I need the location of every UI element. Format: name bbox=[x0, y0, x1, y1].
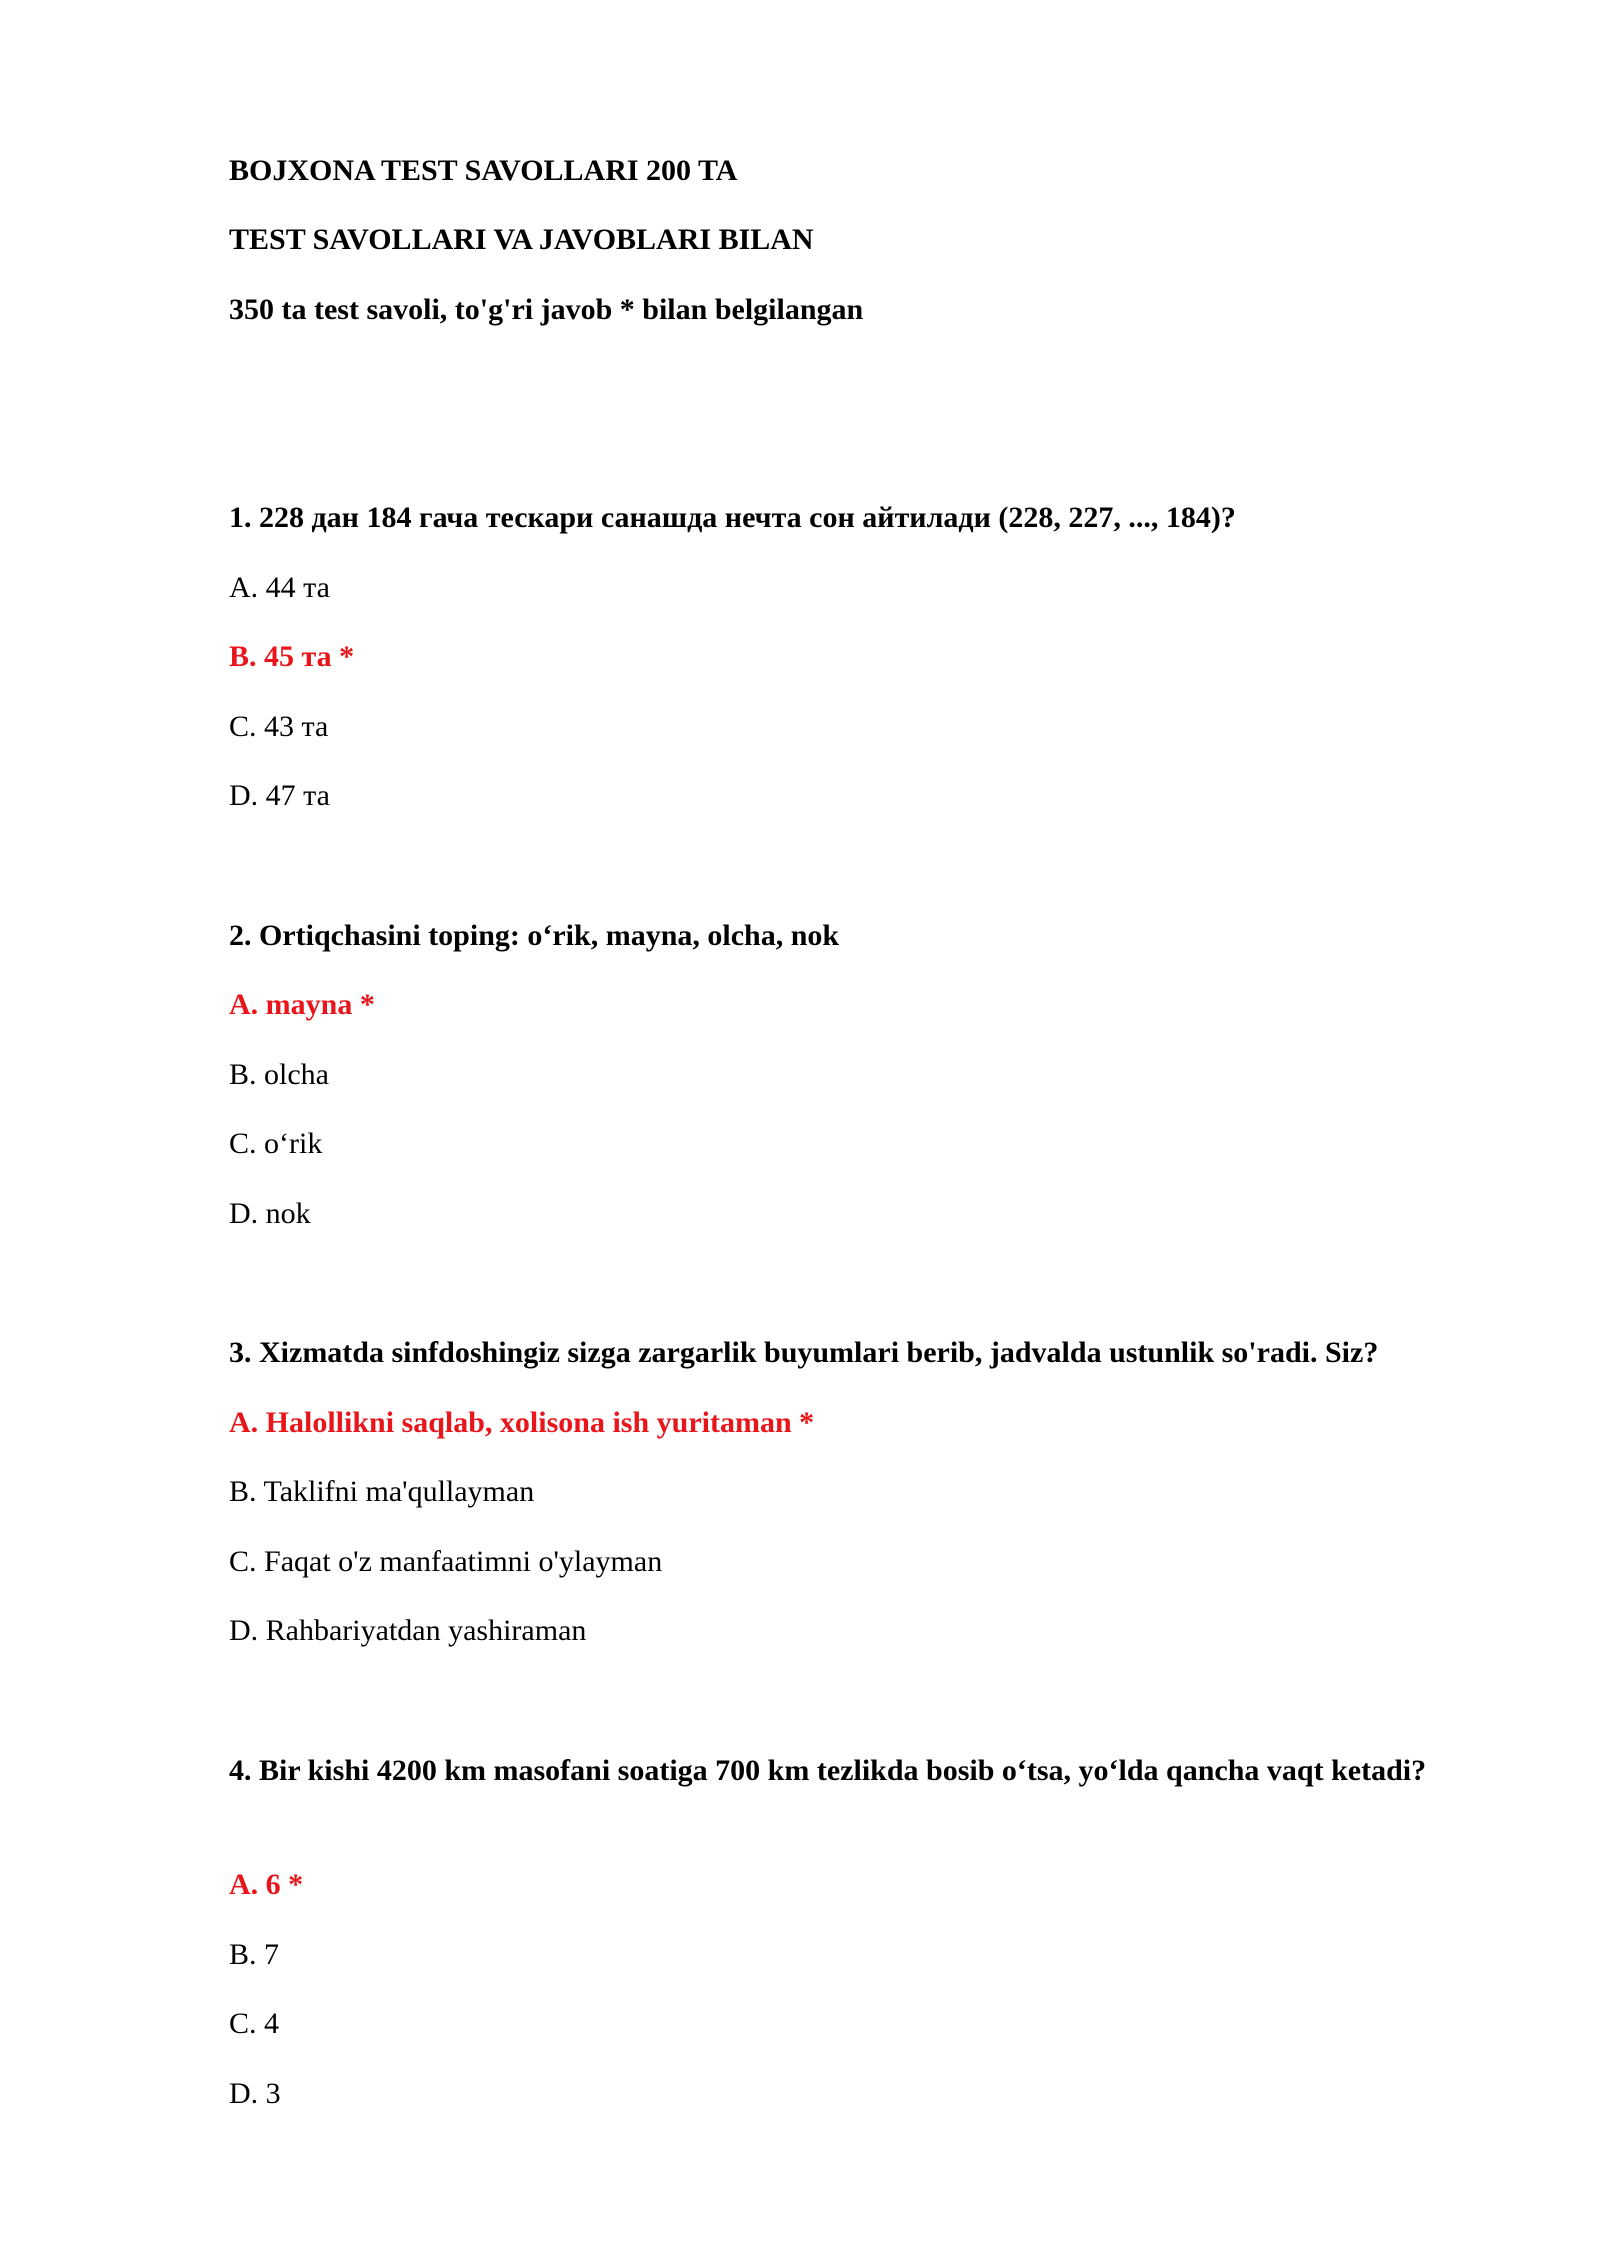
document-note: 350 ta test savoli, to'g'ri javob * bilan belgilangan bbox=[229, 293, 864, 326]
document-subtitle: TEST SAVOLLARI VA JAVOBLARI BILAN bbox=[229, 223, 814, 256]
question-4-option-d: D. 3 bbox=[229, 2077, 281, 2110]
question-1-option-d: D. 47 та bbox=[229, 779, 330, 812]
question-2-option-c: C. o‘rik bbox=[229, 1127, 323, 1160]
question-1-option-b-correct: B. 45 та * bbox=[229, 640, 355, 673]
question-3-option-c: C. Faqat o'z manfaatimni o'ylayman bbox=[229, 1545, 663, 1578]
question-2-option-b: B. olcha bbox=[229, 1058, 329, 1091]
question-3-option-b: B. Taklifni ma'qullayman bbox=[229, 1475, 535, 1508]
question-2-option-a-correct: A. mayna * bbox=[229, 988, 375, 1021]
question-4-text: 4. Bir kishi 4200 km masofani soatiga 700 km tezlikda bosib o‘tsa, yo‘lda qancha vaqt ketadi? bbox=[229, 1754, 1427, 1787]
question-1-text: 1. 228 дан 184 гача тескари санашда нечта сон айтилади (228, 227, ..., 184)? bbox=[229, 501, 1236, 534]
question-1-option-c: C. 43 та bbox=[229, 710, 329, 743]
question-2-option-d: D. nok bbox=[229, 1197, 311, 1230]
question-1-option-a: A. 44 та bbox=[229, 571, 330, 604]
question-4-option-c: C. 4 bbox=[229, 2007, 280, 2040]
question-4-option-a-correct: A. 6 * bbox=[229, 1868, 304, 1901]
question-2-text: 2. Ortiqchasini toping: o‘rik, mayna, olcha, nok bbox=[229, 919, 840, 952]
document-title: BOJXONA TEST SAVOLLARI 200 TA bbox=[229, 154, 738, 187]
question-3-option-d: D. Rahbariyatdan yashiraman bbox=[229, 1614, 587, 1647]
question-4-option-b: B. 7 bbox=[229, 1938, 280, 1971]
question-3-option-a-correct: A. Halollikni saqlab, xolisona ish yuritaman * bbox=[229, 1406, 815, 1439]
question-3-text: 3. Xizmatda sinfdoshingiz sizga zargarlik buyumlari berib, jadvalda ustunlik so'radi. Siz? bbox=[229, 1336, 1379, 1369]
